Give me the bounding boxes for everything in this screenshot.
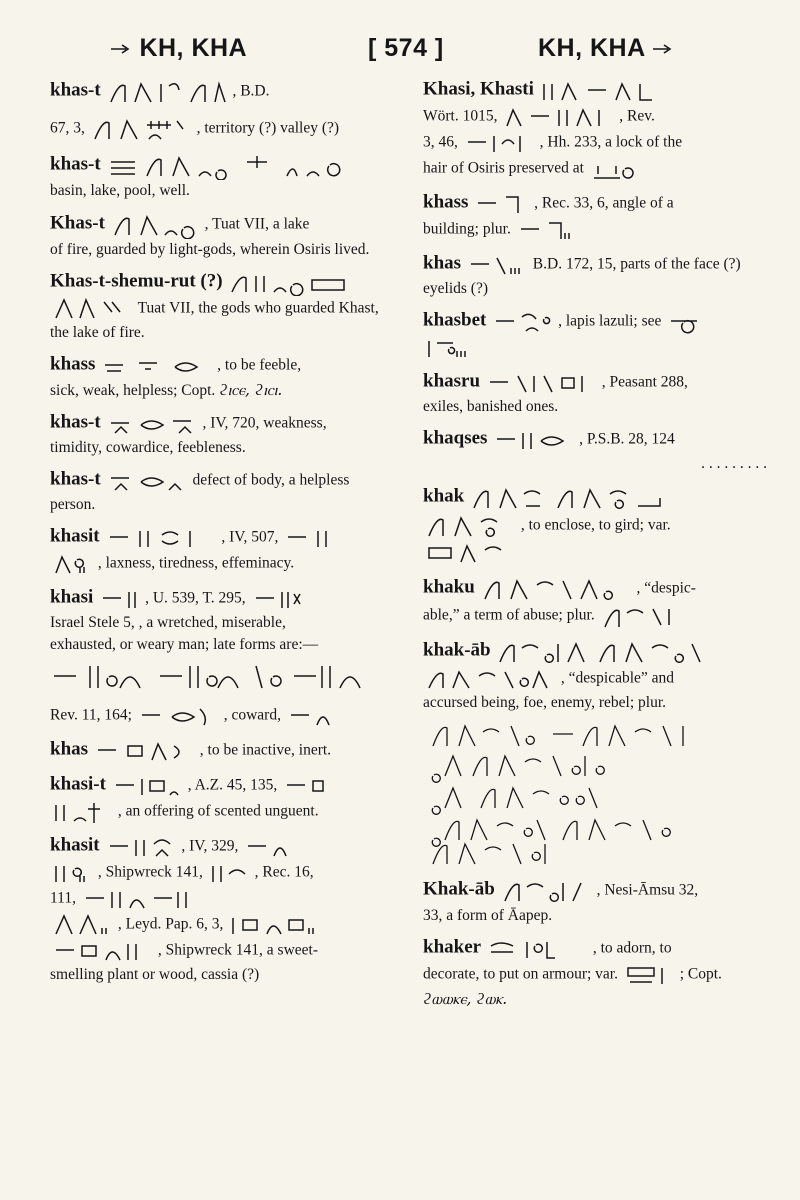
hieroglyph-group-icon <box>94 738 194 764</box>
headword: Khak-āb <box>423 878 495 900</box>
headword: khasi-t <box>50 773 106 795</box>
headword: khaker <box>423 936 482 958</box>
hieroglyph-group-icon <box>106 834 176 860</box>
dictionary-entry: khasru , Peasant 288, exiles, banished ones. <box>423 370 688 415</box>
headword: khass <box>50 353 96 375</box>
hieroglyph-group-icon <box>474 191 528 217</box>
hieroglyph-group-icon <box>601 603 681 629</box>
hieroglyph-group-icon <box>209 860 249 886</box>
hieroglyph-group-icon <box>112 773 182 799</box>
dictionary-entry: khas-t , IV, 720, weakness, timidity, cowardice, feebleness. <box>50 411 327 456</box>
hieroglyph-group-icon <box>283 773 327 799</box>
right-column <box>423 78 767 1019</box>
hieroglyph-group-icon <box>101 353 211 379</box>
hieroglyph-group-icon <box>52 938 152 964</box>
dictionary-entry: Khasi, Khasti Wört. 1015, , Rev. 3, 46, , Hh. 233, a lock of the hair of Osiris preserved at <box>423 78 767 182</box>
dictionary-entry: khas-t , B.D. <box>50 78 394 106</box>
hieroglyph-group-icon <box>50 660 390 694</box>
hieroglyph-group-icon <box>107 152 357 180</box>
headword: khas-t <box>50 468 101 490</box>
hieroglyph-group-icon <box>52 799 112 825</box>
page-header <box>0 34 800 74</box>
dictionary-entry: khas-t defect of body, a helpless person. <box>50 468 350 513</box>
hieroglyph-group-icon <box>487 936 587 962</box>
headword: khasi <box>50 586 94 608</box>
hieroglyph-group-icon <box>624 962 674 988</box>
hieroglyph-group-icon <box>425 512 515 540</box>
hieroglyph-group-icon <box>52 551 92 577</box>
headword: khak <box>423 485 465 507</box>
dictionary-entry: Khas-t , Tuat VII, a lake of fire, guarded by light-gods, wherein Osiris lived. <box>50 212 370 258</box>
coptic-text: ϩⲓⲥⲉ, ϩⲓⲥⲓ. <box>219 381 283 399</box>
hieroglyph-group-icon <box>252 586 302 612</box>
hieroglyph-group-icon <box>486 370 596 396</box>
hieroglyph-group-icon <box>52 860 92 886</box>
dictionary-entry: khass , Rec. 33, 6, angle of a building; plur. <box>423 191 767 243</box>
headword: khas-t <box>50 153 101 175</box>
hieroglyph-group-icon <box>503 104 613 130</box>
hieroglyph-group-icon <box>52 296 132 322</box>
headword: khaqses <box>423 427 488 449</box>
dictionary-entry: khas B.D. 172, 15, parts of the face (?) eyelids (?) <box>423 252 741 297</box>
dictionary-entry: khaku , “despic- able,” a term of abuse; plur. <box>423 575 767 629</box>
dictionary-entry: khak , to enclose, to gird; var. <box>423 484 767 566</box>
arrow-icon <box>110 44 132 54</box>
headword: khas <box>423 252 462 274</box>
dictionary-entry: khass , to be feeble, sick, weak, helpless; Copt. ϩⲓⲥⲉ, ϩⲓⲥⲓ. <box>50 353 302 399</box>
hieroglyph-group-icon <box>425 666 555 692</box>
headword: khass <box>423 191 469 213</box>
dictionary-entry: khasbet , lapis lazuli; see <box>423 309 767 361</box>
dictionary-entry: khasi-t , A.Z. 45, 135, , an offering of scented unguent. <box>50 773 394 825</box>
hieroglyph-group-icon <box>501 877 591 905</box>
headword: khasru <box>423 370 481 392</box>
headword: khas-t <box>50 79 101 101</box>
hieroglyph-group-icon <box>228 270 348 296</box>
hieroglyph-group-icon <box>481 575 631 603</box>
hieroglyph-group-icon <box>107 411 197 437</box>
hieroglyph-group-icon <box>107 468 187 494</box>
hieroglyph-group-icon <box>517 217 577 243</box>
running-head-left: KH, KHA <box>110 34 247 63</box>
arrow-icon <box>652 44 674 54</box>
hieroglyph-group-icon <box>91 115 191 143</box>
hieroglyph-group-icon <box>540 78 660 104</box>
dictionary-entry: Rev. 11, 164; , coward, <box>50 703 394 729</box>
headword: khas <box>50 738 89 760</box>
dictionary-entry: Khak-āb , Nesi-Āmsu 32, 33, a form of Āapep. <box>423 878 699 924</box>
dictionary-entry: khasi , U. 539, T. 295, Israel Stele 5, , a wretched, miserable, exhausted, or weary man; late forms are:— <box>50 586 394 694</box>
hieroglyph-group-icon <box>467 252 527 278</box>
dictionary-entry: 67, 3, , territory (?) valley (?) <box>50 115 394 143</box>
hieroglyph-group-icon <box>111 211 199 239</box>
hieroglyph-group-icon <box>138 703 218 729</box>
hieroglyph-group-icon <box>470 484 720 512</box>
headword: khasbet <box>423 309 487 331</box>
headword: Khasi, Khasti <box>423 78 534 100</box>
hieroglyph-group-icon <box>496 638 726 666</box>
entry-definition: Tuat VII, the gods who guarded Khast, the lake of fire. <box>50 296 394 344</box>
hieroglyph-group-icon <box>287 703 337 729</box>
headword: khasit <box>50 525 100 547</box>
hieroglyph-group-icon <box>106 525 216 551</box>
hieroglyph-group-icon <box>244 834 288 860</box>
headword: khasit <box>50 834 100 856</box>
dictionary-entry: khasit , IV, 329, , Shipwreck 141, , Rec. 16, 111, , Leyd. Pap. 6, 3, , Shipwreck 141, a sweet- smelling plant or wood, cassia (?) <box>50 834 318 983</box>
hieroglyph-group-icon <box>229 912 319 938</box>
hieroglyph-group-icon <box>590 156 640 182</box>
dictionary-entry: khas-t basin, lake, pool, well. <box>50 152 394 202</box>
coptic-text: ϩⲱⲱⲕⲉ, ϩⲱⲕ. <box>423 990 508 1008</box>
headword: Khas-t-shemu-rut (?) <box>50 270 223 292</box>
hieroglyph-group-icon <box>107 78 227 106</box>
dictionary-entry <box>50 270 394 344</box>
dictionary-entry: khas , to be inactive, inert. <box>50 738 394 764</box>
hieroglyph-group-icon <box>425 540 515 566</box>
dictionary-entry: khasit , IV, 507, , laxness, tiredness, effeminacy. <box>50 525 394 577</box>
left-column <box>50 78 394 995</box>
hieroglyph-group-icon <box>493 427 573 453</box>
hieroglyph-group-icon <box>99 586 139 612</box>
headword: Khas-t <box>50 212 105 234</box>
hieroglyph-group-icon <box>423 718 763 868</box>
dictionary-entry: khak-āb , “despicable” and accursed being, foe, enemy, rebel; plur. <box>423 638 767 868</box>
hieroglyph-group-icon <box>52 912 112 938</box>
headword: khaku <box>423 576 475 598</box>
running-head-right: KH, KHA <box>538 34 674 63</box>
hieroglyph-group-icon <box>492 309 552 335</box>
dictionary-entry: khaker , to adorn, to decorate, to put on armour; var. ; Copt. ϩⲱⲱⲕⲉ, ϩⲱⲕ. <box>423 936 767 1010</box>
dictionary-entry: khaqses , P.S.B. 28, 124 . . . . . . . . . <box>423 427 767 472</box>
headword: khak-āb <box>423 639 491 661</box>
hieroglyph-group-icon <box>284 525 344 551</box>
page-number: [ 574 ] <box>368 34 444 62</box>
hieroglyph-group-icon <box>425 335 475 361</box>
headword: khas-t <box>50 411 101 433</box>
hieroglyph-group-icon <box>464 130 534 156</box>
hieroglyph-group-icon <box>667 309 707 335</box>
hieroglyph-group-icon <box>82 886 192 912</box>
